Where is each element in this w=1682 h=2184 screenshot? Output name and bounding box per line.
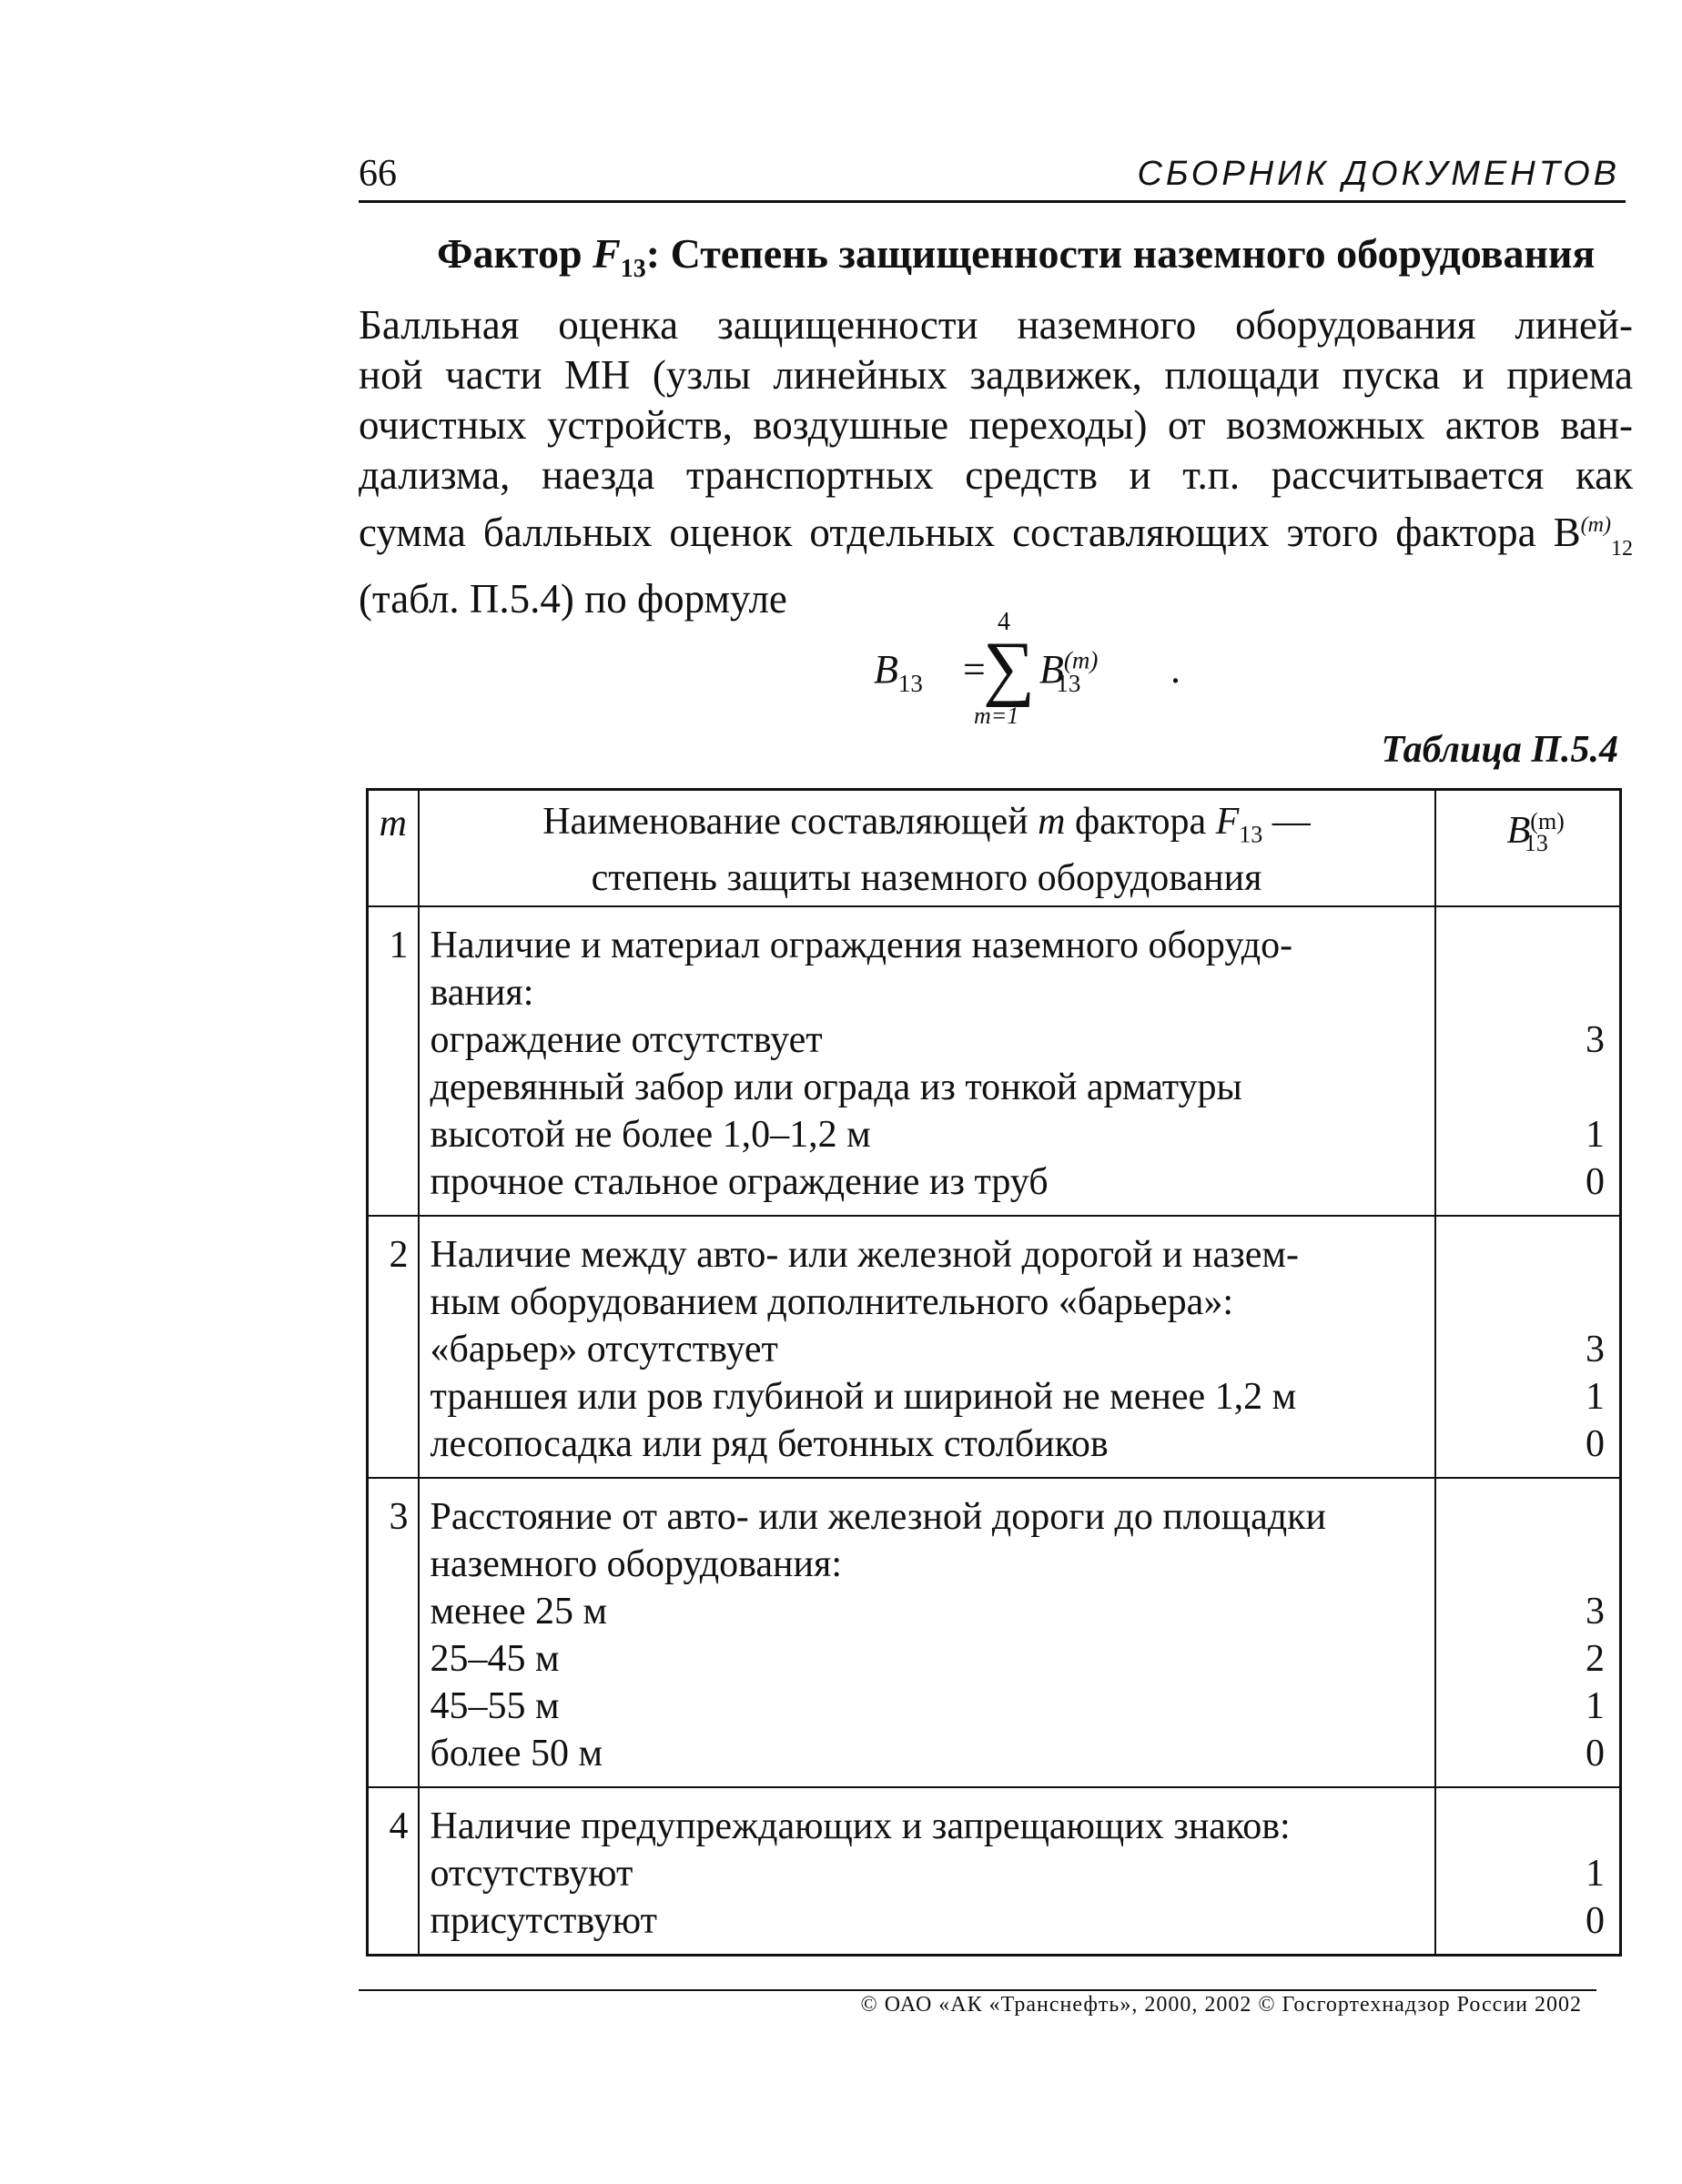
sum-lower-limit: m=1 [974, 703, 1019, 729]
formula-term-symbol: B [1039, 647, 1064, 692]
inline-subscript: 12 [1611, 537, 1633, 561]
value-spacer [1436, 1803, 1606, 1850]
header-value-subscript: 13 [1524, 830, 1548, 857]
formula-term-subscript: 13 [1056, 669, 1081, 697]
option-text-line: высотой не более 1,0–1,2 м [430, 1114, 871, 1157]
value-spacer [1436, 1231, 1606, 1279]
series-title: СБОРНИК ДОКУМЕНТОВ [1137, 155, 1620, 193]
value-spacer [1436, 1493, 1606, 1541]
formula-period: . [1170, 647, 1180, 692]
option-score: 3 [1586, 1591, 1605, 1633]
component-title-line: Наличие между авто- или железной дорогой и назем- [430, 1234, 1299, 1277]
header-name-line2: степень защиты наземного оборудования [591, 857, 1262, 900]
heading-symbol: F [593, 230, 621, 277]
option-text-line: «барьер» отсутствует [430, 1329, 778, 1371]
option-text-line: менее 25 м [430, 1591, 608, 1633]
heading-text: : Степень защищенности наземного оборудования [645, 230, 1596, 277]
option-score: 0 [1586, 1161, 1605, 1204]
paragraph-line: дализма, наезда транспортных средств и т.п. рассчитывается как [359, 452, 1633, 498]
page-number: 66 [359, 153, 397, 195]
row-index: 2 [368, 1216, 419, 1478]
table-caption: Таблица П.5.4 [1381, 729, 1618, 771]
option-text-line: 45–55 м [430, 1685, 560, 1728]
paragraph-line: (табл. П.5.4) по формуле [359, 576, 787, 622]
row-description [419, 1787, 1435, 1956]
header-name-subscript: 13 [1239, 821, 1263, 848]
sum-formula [874, 608, 1201, 743]
row-values [1435, 906, 1621, 1216]
running-head [359, 146, 1626, 202]
paragraph-line: Балльная оценка защищенности наземного оборудования линей- [359, 302, 1633, 348]
row-index: 4 [368, 1787, 419, 1956]
table-row [368, 906, 1621, 1216]
value-spacer [1436, 922, 1606, 969]
option-score: 3 [1586, 1329, 1605, 1371]
sigma-symbol: ∑ [983, 628, 1036, 708]
option-text-line: траншея или ров глубиной и шириной не менее 1,2 м [430, 1376, 1297, 1419]
header-value [1435, 790, 1621, 907]
option-score: 0 [1586, 1733, 1605, 1775]
component-title-line: наземного оборудования: [430, 1543, 842, 1586]
option-text-line: присутствуют [430, 1900, 657, 1943]
option-score: 0 [1586, 1900, 1605, 1943]
component-title-line: Наличие и материал ограждения наземного оборудо- [430, 925, 1293, 967]
header-name-text: — [1262, 801, 1311, 843]
value-spacer [1436, 969, 1606, 1016]
sum-upper-limit: 4 [998, 608, 1010, 636]
option-score: 3 [1586, 1019, 1605, 1062]
heading-subscript: 13 [620, 255, 646, 284]
paragraph-line: очистных устройств, воздушные переходы) от возможных актов ван- [359, 402, 1633, 448]
option-text-line: деревянный забор или ограда из тонкой арматуры [430, 1067, 1242, 1109]
header-name [419, 790, 1435, 907]
formula-term [1039, 646, 1099, 698]
value-spacer [1436, 1064, 1606, 1111]
table-row [368, 1787, 1621, 1956]
paragraph-line-with-symbol [359, 500, 1633, 574]
option-text-line: прочное стальное ограждение из труб [430, 1161, 1049, 1204]
value-spacer [1436, 1541, 1606, 1588]
option-text-line: ограждение отсутствует [430, 1019, 823, 1062]
inline-superscript: (m) [1580, 513, 1611, 537]
option-text-line: лесопосадка или ряд бетонных столбиков [430, 1423, 1109, 1466]
heading-prefix: Фактор [437, 230, 593, 277]
formula-term-superscript: (m) [1063, 646, 1099, 674]
header-name-text: фактора [1065, 801, 1216, 843]
header-name-F: F [1215, 801, 1240, 843]
header-value-superscript: (m) [1530, 808, 1565, 834]
row-description [419, 1478, 1435, 1787]
formula-equals: = [963, 647, 986, 692]
footer-copyright: © ОАО «АК «Транснефть», 2000, 2002 © Госгортехнадзор России 2002 [860, 1993, 1582, 2017]
row-values [1435, 1787, 1621, 1956]
component-title-line: ным оборудованием дополнительного «барьера»: [430, 1281, 1233, 1324]
factor-table [366, 788, 1622, 1956]
paragraph-line: сумма балльных оценок отдельных составляющих этого фактора B [359, 510, 1581, 555]
header-m: m [368, 790, 419, 907]
formula-lhs-subscript: 13 [897, 669, 923, 697]
option-score: 1 [1586, 1685, 1605, 1728]
row-description [419, 906, 1435, 1216]
option-score: 0 [1586, 1423, 1605, 1466]
paragraph-line: ной части МН (узлы линейных задвижек, площади пуска и приема [359, 352, 1633, 398]
option-text-line: более 50 м [430, 1733, 603, 1775]
option-text-line: 25–45 м [430, 1638, 560, 1681]
table-row [368, 1216, 1621, 1478]
formula-lhs-symbol: B [874, 647, 898, 692]
row-index: 3 [368, 1478, 419, 1787]
option-score: 1 [1586, 1853, 1605, 1896]
component-title-line: вания: [430, 972, 534, 1015]
option-score: 1 [1586, 1114, 1605, 1157]
header-rule [359, 200, 1626, 203]
body-paragraph [359, 300, 1633, 624]
header-name-m: m [1038, 801, 1066, 843]
component-title-line: Наличие предупреждающих и запрещающих знаков: [430, 1805, 1291, 1848]
component-title-line: Расстояние от авто- или железной дороги до площадки [430, 1496, 1326, 1539]
row-values [1435, 1478, 1621, 1787]
header-name-text: Наименование составляющей [542, 801, 1039, 843]
row-description [419, 1216, 1435, 1478]
row-values [1435, 1216, 1621, 1478]
option-score: 1 [1586, 1376, 1605, 1419]
value-spacer [1436, 1279, 1606, 1326]
option-text-line: отсутствуют [430, 1853, 633, 1896]
footer-rule [359, 1989, 1596, 1991]
row-index: 1 [368, 906, 419, 1216]
option-score: 2 [1586, 1638, 1605, 1681]
section-heading [437, 222, 1620, 301]
header-value-symbol: B [1506, 810, 1531, 852]
table-row [368, 1478, 1621, 1787]
table-header-row [368, 790, 1621, 907]
formula-lhs [874, 646, 923, 698]
